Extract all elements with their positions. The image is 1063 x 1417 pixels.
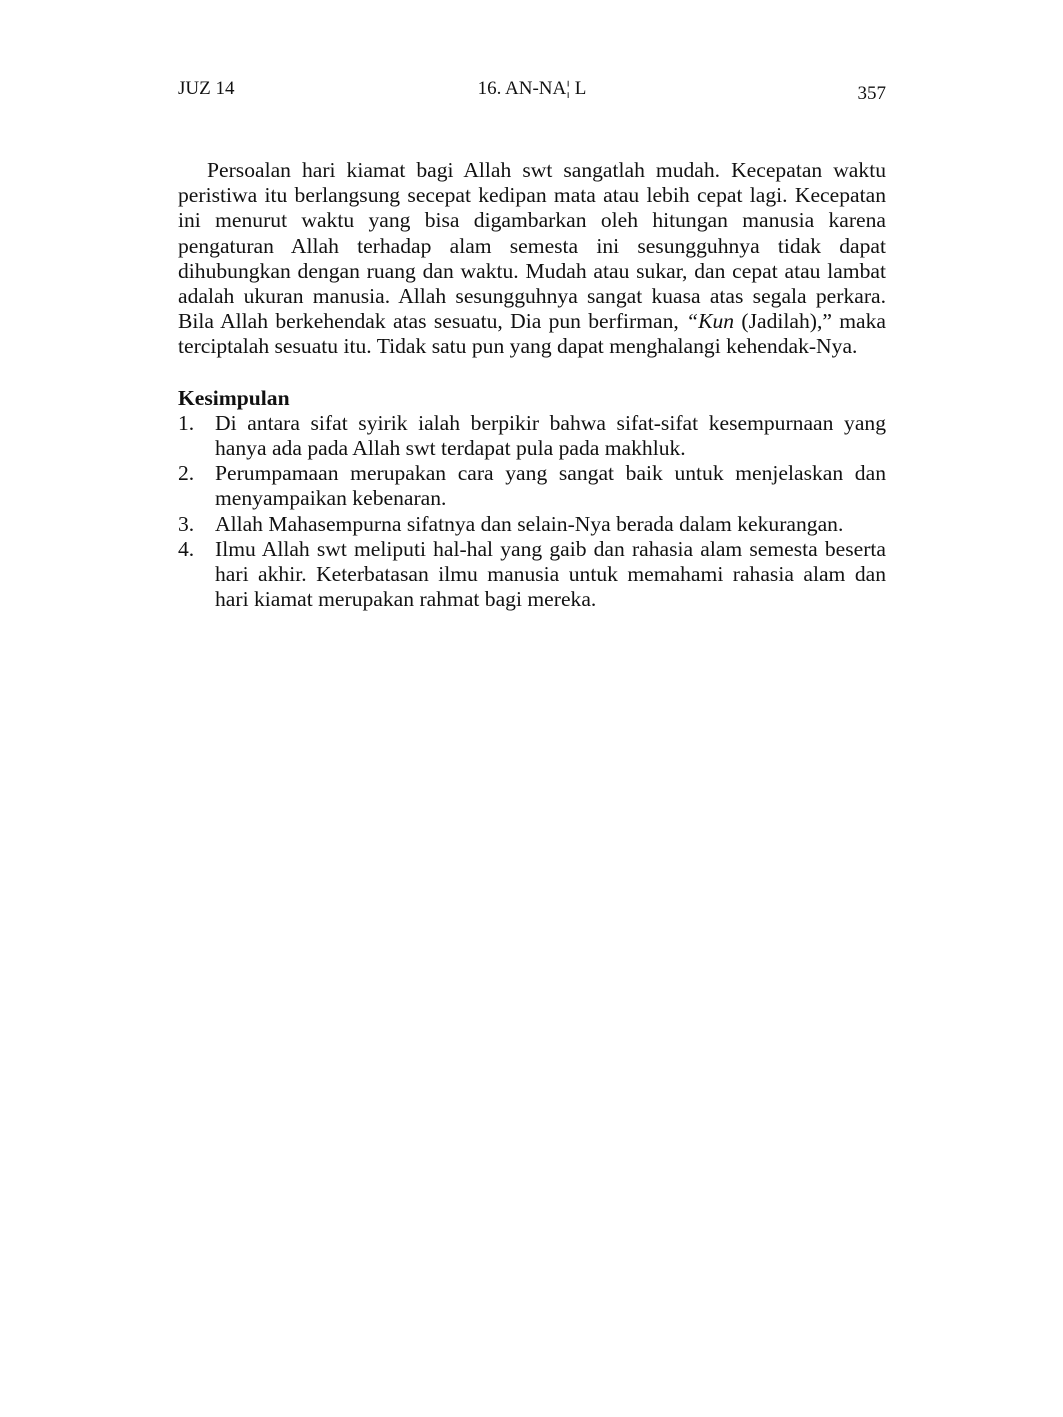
paragraph-italic-term: “Kun	[686, 309, 735, 334]
conclusion-text: Ilmu Allah swt meliputi hal-hal yang gaib dan rahasia alam semesta beserta hari akhir. Keterbatasan ilmu manusia untuk memahami rahasia alam dan hari kiamat merupakan rahmat bagi mereka.	[215, 536, 886, 612]
body-paragraph	[178, 158, 886, 360]
page-number: 357	[857, 83, 886, 104]
juz-label: JUZ 14	[178, 78, 235, 99]
conclusion-item	[178, 411, 886, 461]
page-header	[178, 76, 886, 102]
paragraph-text-part2: (Jadilah),” maka terciptalah sesuatu itu. Tidak satu pun yang dapat menghalangi kehendak-Nya.	[178, 309, 886, 359]
conclusion-item	[178, 512, 886, 537]
conclusion-text: Perumpamaan merupakan cara yang sangat baik untuk menjelaskan dan menyampaikan kebenaran.	[215, 461, 886, 511]
surah-title: 16. AN-NA¦ L	[477, 78, 587, 99]
conclusion-item	[178, 537, 886, 613]
conclusion-number: 2.	[178, 461, 195, 486]
paragraph-text-part1: Persoalan hari kiamat bagi Allah swt sangatlah mudah. Kecepatan waktu peristiwa itu berlangsung secepat kedipan mata atau lebih cepat lagi. Kecepatan ini menurut waktu yang bisa digambarkan oleh hitungan manusia karena pengaturan Allah terhadap alam semesta ini sesungguhnya tidak dapat dihubungkan dengan ruang dan waktu. Mudah atau sukar, dan cepat atau lambat adalah ukuran manusia. Allah sesungguhnya sangat kuasa atas segala perkara. Bila Allah berkehendak atas sesuatu, Dia pun berfirman,	[178, 158, 886, 334]
conclusion-item	[178, 461, 886, 511]
conclusion-text: Di antara sifat syirik ialah berpikir bahwa sifat-sifat kesempurnaan yang hanya ada pada Allah swt terdapat pula pada makhluk.	[215, 410, 886, 461]
conclusion-list	[178, 411, 886, 613]
conclusion-number: 3.	[178, 511, 195, 536]
conclusion-number: 4.	[178, 536, 195, 561]
conclusion-heading: Kesimpulan	[178, 385, 290, 410]
conclusion-number: 1.	[178, 410, 195, 435]
page-content	[178, 158, 886, 612]
conclusion-text: Allah Mahasempurna sifatnya dan selain-Nya berada dalam kekurangan.	[215, 511, 844, 536]
